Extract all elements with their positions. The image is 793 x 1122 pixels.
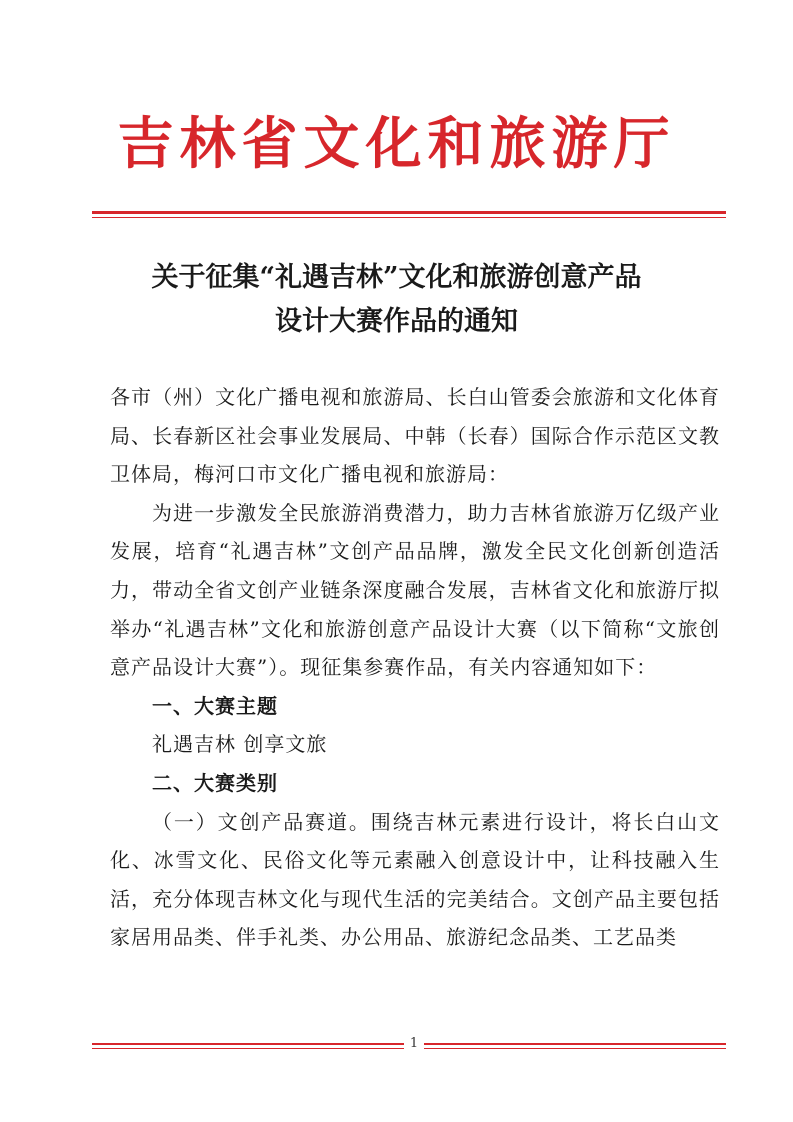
page-number: 1 xyxy=(404,1035,424,1053)
title-line-1: 关于征集“礼遇吉林”文化和旅游创意产品 xyxy=(151,262,642,293)
document-title xyxy=(60,256,733,344)
document-body xyxy=(110,378,720,957)
intro-paragraph: 为进一步激发全民旅游消费潜力，助力吉林省旅游万亿级产业发展，培育“礼遇吉林”文创产品品牌，激发全民文化创新创造活力，带动全省文创产业链条深度融合发展，吉林省文化和旅游厅拟举办“礼遇吉林”文化和旅游创意产品设计大赛（以下简称“文旅创意产品设计大赛”）。现征集参赛作品，有关内容通知如下： xyxy=(110,500,720,680)
section-1-text: 礼遇吉林 创享文旅 xyxy=(152,732,328,757)
letterhead-rule-thin xyxy=(92,217,726,218)
section-1-heading: 一、大赛主题 xyxy=(152,693,278,718)
title-line-2: 设计大赛作品的通知 xyxy=(275,306,518,337)
addressees-paragraph: 各市（州）文化广播电视和旅游局、长白山管委会旅游和文化体育局、长春新区社会事业发展局、中韩（长春）国际合作示范区文教卫体局，梅河口市文化广播电视和旅游局： xyxy=(110,385,720,487)
section-2-heading: 二、大赛类别 xyxy=(152,770,278,795)
section-2-text: （一）文创产品赛道。围绕吉林元素进行设计，将长白山文化、冰雪文化、民俗文化等元素融入创意设计中，让科技融入生活，充分体现吉林文化与现代生活的完美结合。文创产品主要包括家居用品类、伴手礼类、办公用品、旅游纪念品类、工艺品类 xyxy=(110,809,720,950)
letterhead-org-name: 吉林省文化和旅游厅 xyxy=(117,111,676,177)
letterhead-rule-thick xyxy=(92,211,726,214)
